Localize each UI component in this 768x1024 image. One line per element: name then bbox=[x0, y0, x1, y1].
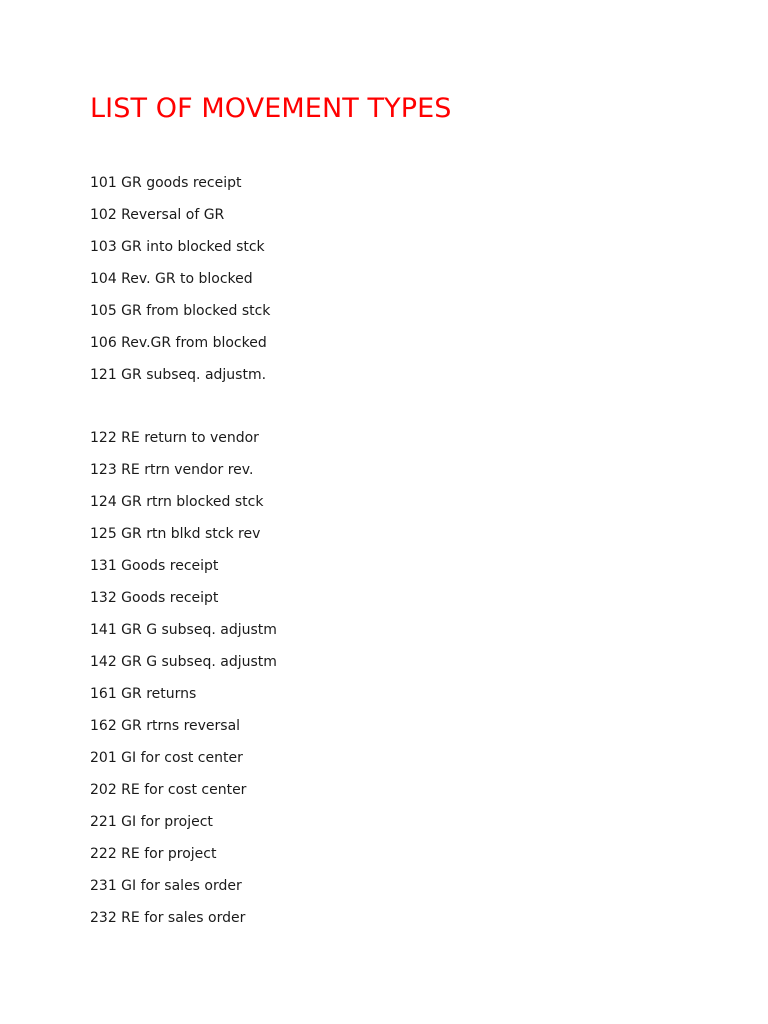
movement-type-entry: 104 Rev. GR to blocked bbox=[90, 271, 253, 287]
movement-type-entry: 162 GR rtrns reversal bbox=[90, 718, 241, 734]
movement-type-entry: 131 Goods receipt bbox=[90, 558, 219, 574]
movement-type-entry: 121 GR subseq. adjustm. bbox=[90, 367, 267, 383]
movement-type-entry: 103 GR into blocked stck bbox=[90, 239, 265, 255]
movement-type-entry: 202 RE for cost center bbox=[90, 782, 247, 798]
movement-type-entry: 142 GR G subseq. adjustm bbox=[90, 654, 277, 670]
movement-type-entry: 141 GR G subseq. adjustm bbox=[90, 622, 277, 638]
movement-type-entry: 102 Reversal of GR bbox=[90, 207, 225, 223]
movement-type-entry: 132 Goods receipt bbox=[90, 590, 219, 606]
movement-type-entry: 106 Rev.GR from blocked bbox=[90, 335, 267, 351]
movement-type-entry: 125 GR rtn blkd stck rev bbox=[90, 526, 261, 542]
movement-type-entry: 123 RE rtrn vendor rev. bbox=[90, 462, 254, 478]
movement-type-entry: 201 GI for cost center bbox=[90, 750, 243, 766]
movement-type-entry: 221 GI for project bbox=[90, 814, 213, 830]
movement-type-list bbox=[90, 171, 277, 938]
movement-type-entry: 161 GR returns bbox=[90, 686, 197, 702]
movement-type-entry: 122 RE return to vendor bbox=[90, 430, 259, 446]
movement-type-entry: 231 GI for sales order bbox=[90, 878, 242, 894]
movement-type-entry: 105 GR from blocked stck bbox=[90, 303, 271, 319]
document-title: LIST OF MOVEMENT TYPES bbox=[90, 93, 452, 124]
movement-type-entry: 222 RE for project bbox=[90, 846, 217, 862]
movement-type-entry: 124 GR rtrn blocked stck bbox=[90, 494, 264, 510]
movement-type-entry: 232 RE for sales order bbox=[90, 910, 246, 926]
movement-type-entry: 101 GR goods receipt bbox=[90, 175, 242, 191]
